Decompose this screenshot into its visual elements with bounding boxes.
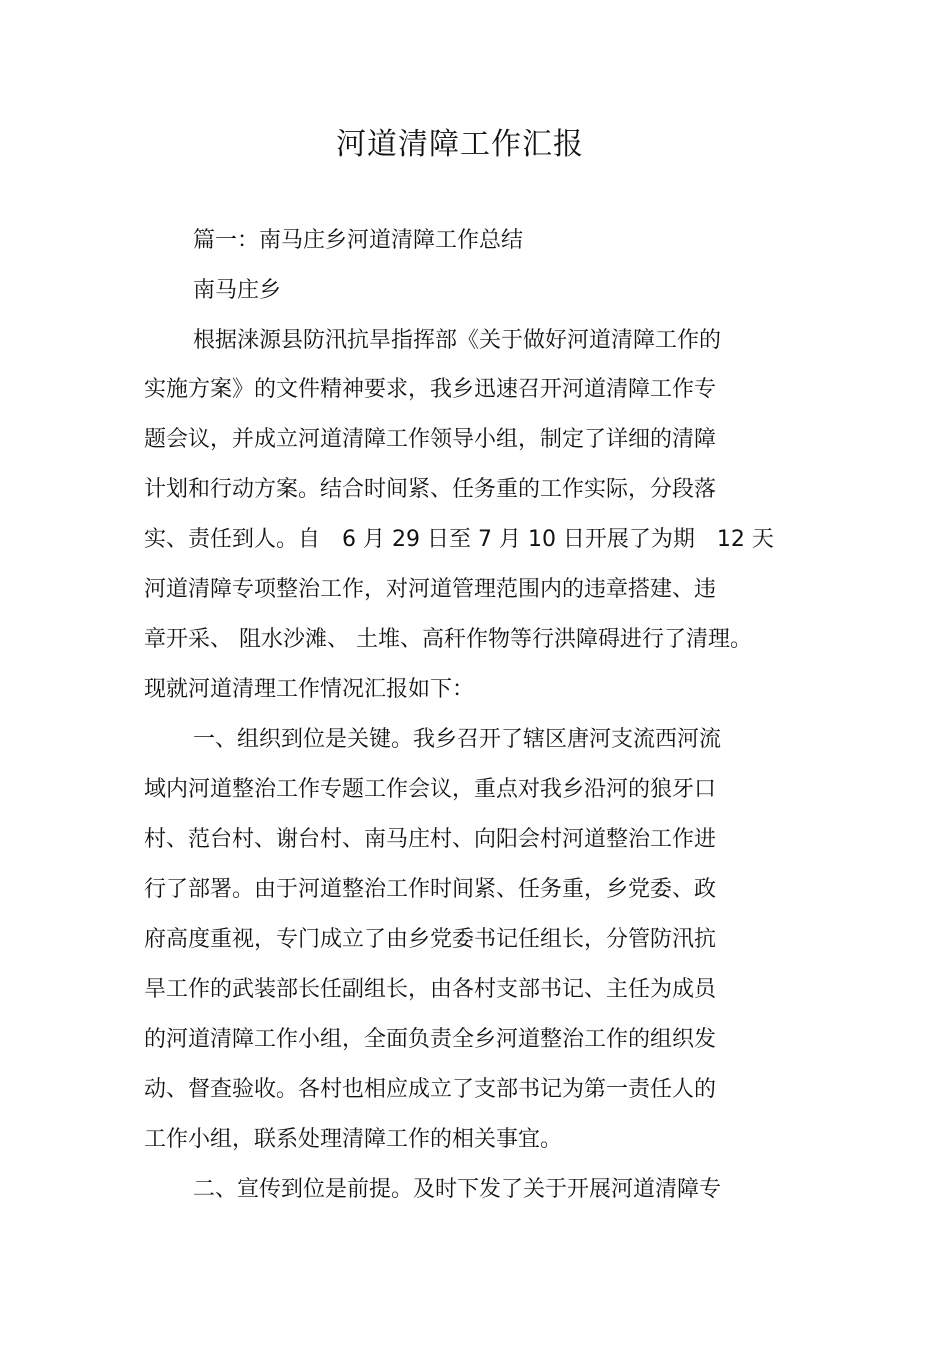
paragraph-line: 实施方案》的文件精神要求，我乡迅速召开河道清障工作专	[144, 377, 717, 402]
paragraph-line: 计划和行动方案。结合时间紧、任务重的工作实际，分段落	[144, 477, 717, 502]
paragraph-line: 村、范台村、谢台村、南马庄村、向阳会村河道整治工作进	[144, 827, 717, 852]
paragraph-line: 行了部署。由于河道整治工作时间紧、任务重，乡党委、政	[144, 877, 717, 902]
paragraph-line: 河道清障专项整治工作，对河道管理范围内的违章搭建、违	[144, 577, 717, 602]
paragraph-line: 实、责任到人。自 6 月 29 日至 7 月 10 日开展了为期 12 天	[144, 527, 774, 552]
section-heading: 篇一：南马庄乡河道清障工作总结	[193, 228, 524, 253]
author-line: 南马庄乡	[193, 278, 282, 303]
paragraph-line: 现就河道清理工作情况汇报如下：	[144, 677, 475, 702]
document-title: 河道清障工作汇报	[336, 127, 584, 162]
paragraph-line: 府高度重视，专门成立了由乡党委书记任组长，分管防汛抗	[144, 927, 717, 952]
paragraph-line: 根据涞源县防汛抗旱指挥部《关于做好河道清障工作的	[193, 328, 722, 353]
paragraph-line: 动、督查验收。各村也相应成立了支部书记为第一责任人的	[144, 1077, 717, 1102]
paragraph-line: 一、组织到位是关键。我乡召开了辖区唐河支流西河流	[193, 727, 722, 752]
paragraph-line: 的河道清障工作小组，全面负责全乡河道整治工作的组织发	[144, 1027, 717, 1052]
paragraph-line: 题会议，并成立河道清障工作领导小组，制定了详细的清障	[144, 427, 717, 452]
paragraph-line: 工作小组，联系处理清障工作的相关事宜。	[144, 1127, 563, 1152]
paragraph-line: 章开采、 阻水沙滩、 土堆、高秆作物等行洪障碍进行了清理。	[144, 627, 752, 652]
paragraph-line: 域内河道整治工作专题工作会议，重点对我乡沿河的狼牙口	[144, 777, 717, 802]
paragraph-line: 二、宣传到位是前提。及时下发了关于开展河道清障专	[193, 1177, 722, 1202]
paragraph-line: 旱工作的武装部长任副组长，由各村支部书记、主任为成员	[144, 977, 717, 1002]
